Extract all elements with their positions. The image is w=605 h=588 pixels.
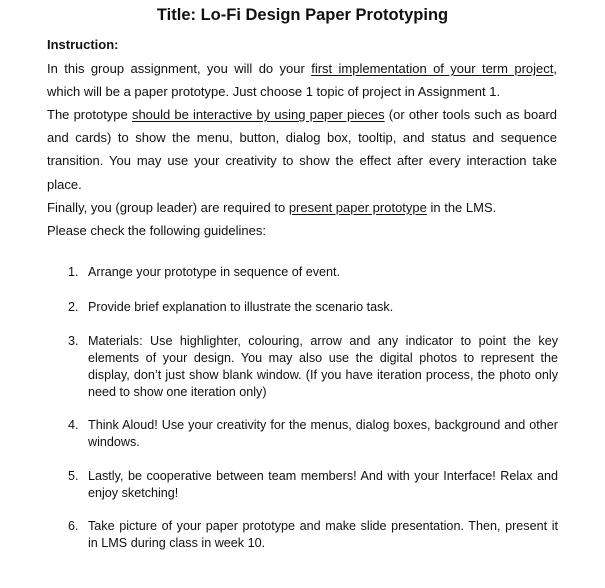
guideline-text: Take picture of your paper prototype and make slide presentation. Then, present it in LMS during class in week 10. [88,519,558,550]
guideline-text: Think Aloud! Use your creativity for the menus, dialog boxes, background and other windows. [88,418,558,449]
paragraph-intro-text-1: In this group assignment, you will do your [47,61,312,76]
guideline-number: 3. [68,334,79,348]
document-title: Title: Lo-Fi Design Paper Prototyping [156,6,449,24]
guideline-number: 6. [68,519,79,533]
underlined-first-implementation: first implementation of your term project [311,61,554,76]
guideline-text: Lastly, be cooperative between team members! And with your Interface! Relax and enjoy sketching! [88,469,558,500]
guideline-text: Provide brief explanation to illustrate the scenario task. [88,300,394,314]
paragraph-intro-text-2: , which will be a paper prototype. Just choose 1 topic of project in Assignment 1. [47,61,557,100]
paragraph-finally [47,196,557,219]
guideline-item-2 [68,299,558,316]
instruction-heading: Instruction: [47,37,119,52]
underlined-interactive-paper-pieces: should be interactive by using paper pieces [131,107,385,122]
paragraph-prototype-text-1: The prototype [47,107,132,122]
guideline-number: 1. [68,265,79,279]
underlined-present-paper-prototype: present paper prototype [288,200,427,215]
guideline-text: Materials: Use highlighter, colouring, arrow and any indicator to point the key elements of your design. You may also use the digital photos to represent the display, don’t just show blank window. (If you have iteration process, the photo only need to show one iteration only) [88,334,558,399]
guideline-item-6 [68,518,558,552]
guideline-item-1 [68,264,558,281]
guideline-number: 2. [68,300,79,314]
paragraph-prototype [47,103,557,196]
guideline-item-5 [68,468,558,502]
paragraph-finally-text-1: Finally, you (group leader) are required to [47,200,289,215]
paragraph-guidelines-intro: Please check the following guidelines: [47,223,266,238]
guideline-text: Arrange your prototype in sequence of event. [88,265,341,279]
guideline-number: 4. [68,418,79,432]
paragraph-prototype-text-2: (or other tools such as board and cards) to show the menu, button, dialog box, tooltip, and status and sequence transition. You may use your creativity to show the effect after every interaction take place. [47,107,558,192]
paragraph-finally-text-2: in the LMS. [426,200,497,215]
guideline-item-3 [68,333,558,401]
guideline-item-4 [68,417,558,451]
guideline-number: 5. [68,469,79,483]
paragraph-intro [47,57,557,103]
